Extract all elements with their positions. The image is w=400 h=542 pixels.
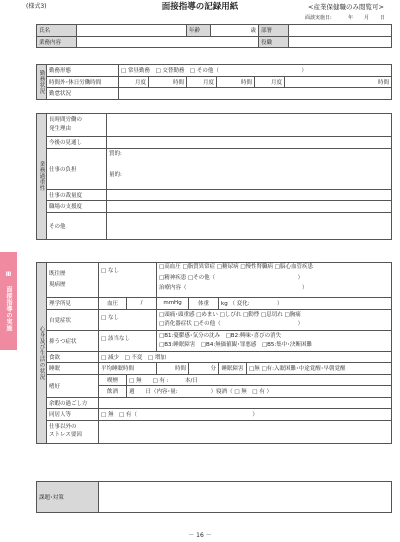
depression-items[interactable]: □B1:憂鬱感･気分の沈み □B2:興味･喜びの消失 □B3:睡眠障害 □B4:無価値観･罪悪感 □B5:集中･決断困難 (157, 330, 392, 351)
cohabit-label: 同居人等 (47, 409, 99, 421)
burden-field[interactable]: 質的: 量的: (107, 148, 392, 189)
weight-label: 体重 (189, 298, 219, 310)
form-number: (様式3) (26, 3, 47, 10)
issues-field[interactable] (99, 482, 392, 513)
weight-field[interactable]: kg （ 変化: ） (219, 298, 392, 310)
overtime-month-1[interactable]: 月度 (119, 76, 149, 88)
subjective-label: 自覚症状 (47, 309, 99, 330)
physical-label: 理学所見 (47, 298, 99, 310)
history-diseases[interactable]: □高血圧 □脂質異常症 □糖尿病 □慢性腎臓病 □脳心血管疾患 □精神疾患 □その他（ ） 治療内容（ ） (157, 263, 392, 298)
cohabit-options[interactable]: □ 無 □ 有（ ） (99, 409, 392, 421)
attendance-field[interactable] (119, 88, 392, 100)
department-field[interactable] (289, 25, 392, 37)
name-field[interactable] (77, 25, 187, 37)
section-side-tab: Ⅲ 面接指導の実施 (0, 252, 17, 350)
subjective-none[interactable]: □ なし (99, 309, 157, 330)
overtime-hours-2[interactable]: 時間 (217, 76, 255, 88)
task-other-field[interactable] (107, 212, 392, 239)
department-label: 部署 (259, 25, 289, 37)
support-label: 職場の支援度 (47, 201, 107, 213)
overtime-month-3[interactable]: 月度 (255, 76, 285, 88)
leisure-label: 余暇の過ごし方 (47, 397, 99, 409)
history-label: 既往歴 現病歴 (47, 263, 99, 298)
date-label: 面談実施日: (305, 15, 332, 21)
sleep-minutes[interactable]: 分 (189, 363, 219, 375)
page-title: 面接指導の記録用紙 (161, 2, 239, 12)
job-label: 業務内容 (37, 36, 77, 48)
work-status-table (36, 64, 392, 100)
outlook-label: 今後の見通し (47, 137, 107, 149)
issues-label: 課題･対策 (37, 482, 99, 513)
position-label: 役職 (259, 36, 289, 48)
discretion-field[interactable] (107, 189, 392, 201)
confidential-note: <産業保健職のみ閲覧可> (308, 3, 384, 11)
work-section-label: 勤務状況 (37, 65, 47, 100)
basic-info-table (36, 24, 392, 48)
health-life-table (36, 262, 392, 444)
outlook-field[interactable] (107, 137, 392, 149)
bp-label: 血圧 (99, 298, 127, 310)
stress-field[interactable] (99, 420, 392, 443)
work-pattern-options[interactable]: □ 常昼勤務 □ 交替勤務 □ その他（ ） (119, 65, 392, 77)
discretion-label: 仕事の裁量度 (47, 189, 107, 201)
depression-label: 抑うつ症状 (47, 330, 99, 351)
reason-field[interactable] (107, 114, 392, 137)
burden-label: 仕事の負担 (47, 148, 107, 189)
date-year: 年 (348, 15, 354, 21)
attendance-label: 勤怠状況 (47, 88, 119, 100)
issues-table (36, 481, 392, 513)
page-number: － 16 － (188, 532, 212, 539)
age-label: 年齢 (187, 25, 211, 37)
leisure-field[interactable] (99, 397, 392, 409)
stress-label: 仕事以外の ストレス要因 (47, 420, 99, 443)
drinking-label: 飲酒 (99, 386, 127, 398)
sleep-label: 睡眠 (47, 363, 99, 375)
date-day: 日 (380, 15, 386, 21)
history-none[interactable]: □ なし (99, 263, 157, 298)
overtime-hours-1[interactable]: 時間 (149, 76, 187, 88)
task-section-label: 業務過重性 (37, 114, 47, 240)
task-other-label: その他 (47, 212, 107, 239)
overtime-label: 時間外･休日労働時間 (47, 76, 119, 88)
sleep-disorder-label: 睡眠障害 (219, 363, 247, 375)
subjective-symptoms[interactable]: □頭痛･頭重感 □めまい □しびれ □動悸 □息切れ □胸痛 □消化器症状 □その他（ ） (157, 309, 392, 330)
work-pattern-label: 勤務形態 (47, 65, 119, 77)
habit-label: 嗜好 (47, 374, 99, 397)
smoking-options[interactable]: □ 無 □ 有 : 本/日 (127, 374, 392, 386)
name-label: 氏名 (37, 25, 77, 37)
health-section-label: 心身及び生活の状況 (37, 263, 47, 444)
overtime-hours-3[interactable]: 時間 (285, 76, 392, 88)
age-field[interactable]: 歳 (211, 25, 259, 37)
depression-none[interactable]: □ 該当なし (99, 330, 157, 351)
drinking-options[interactable]: 週 日（内容･量: ）寝酒（ □ 無 □ 有 ） (127, 386, 392, 398)
support-field[interactable] (107, 201, 392, 213)
job-field[interactable] (77, 36, 259, 48)
smoking-label: 喫煙 (99, 374, 127, 386)
date-month: 月 (364, 15, 370, 21)
overtime-month-2[interactable]: 月度 (187, 76, 217, 88)
sleep-hours[interactable]: 時間 (157, 363, 189, 375)
sleep-disorder-options[interactable]: □無 □有:入眠困難･中途覚醒･早朝覚醒 (247, 363, 392, 375)
bp-field[interactable]: / (127, 298, 157, 310)
reason-label: 長時間労働の 発生理由 (47, 114, 107, 137)
sleep-avg-label: 平均睡眠時間 (99, 363, 157, 375)
position-field[interactable] (289, 36, 392, 48)
appetite-label: 食欲 (47, 351, 99, 363)
appetite-options[interactable]: □ 減少 □ 不変 □ 増加 (99, 351, 392, 363)
bp-unit: mmHg (157, 298, 189, 310)
task-burden-table (36, 113, 392, 240)
